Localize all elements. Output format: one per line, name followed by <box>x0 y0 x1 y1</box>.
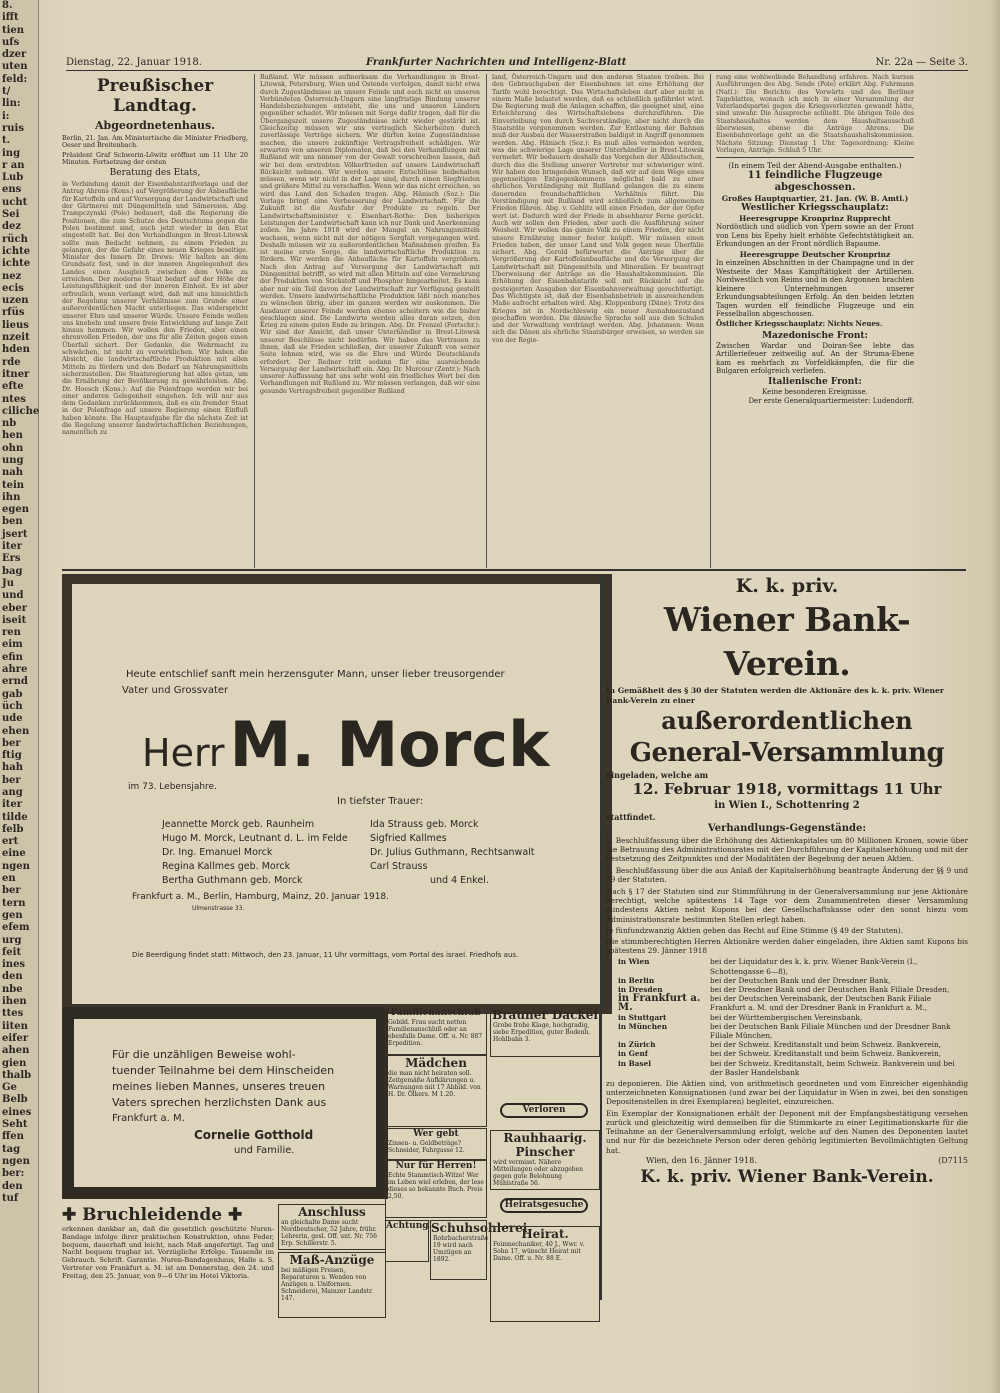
margin-fragment: bag <box>2 565 23 577</box>
telegram-headline: 11 feindliche Flugzeuge abgeschossen. <box>747 170 883 194</box>
deposit-city: in Frankfurt a. M. <box>618 993 701 1014</box>
deposit-city: in Wien <box>618 957 650 967</box>
deceased-name <box>142 708 549 781</box>
header-paper-title: Frankfurter Nachrichten und Intelligenz-Blatt <box>366 57 627 68</box>
classified-ad-text: Zinsen- u. Geldbeträge? Schneider, Fahrgasse 12. <box>388 1140 465 1154</box>
mourner-name: Hugo M. Morck, Leutnant d. L. im Felde <box>162 833 348 844</box>
margin-fragment: tern <box>2 897 26 909</box>
deposit-institution: bei der Schweiz. Kreditanstalt, beim Schweiz. Bankverein und bei der Basler Handelsbank <box>710 1058 955 1077</box>
margin-fragment: ung <box>2 454 24 466</box>
classified-ad <box>385 1128 487 1160</box>
obituary-place-date: Frankfurt a. M., Berlin, Hamburg, Mainz, 20. Januar 1918. <box>132 892 390 902</box>
obituary-line-2: Vater und Grossvater <box>122 685 229 696</box>
header-date: Dienstag, 22. Januar 1918. <box>66 57 202 68</box>
thanks-line: Vaters sprechen herzlichsten Dank aus <box>112 1096 327 1109</box>
deposit-institution: bei der Schweiz. Kreditanstalt und beim Schweiz. Bankverein, <box>710 1049 942 1059</box>
classified-ad <box>385 1160 487 1218</box>
article-title: Preußischer Landtag. <box>96 76 214 116</box>
margin-fragment: gab <box>2 688 23 700</box>
margin-fragment: ude <box>2 713 23 725</box>
meeting-takes-place: stattfindet. <box>606 812 656 822</box>
deposit-institution: bei der Liquidatur des k. k. priv. Wiener Bank-Verein (I., Schottengasse 6—8), <box>710 957 918 976</box>
margin-fragment: 8. <box>2 0 13 11</box>
margin-fragment: ngen <box>2 860 30 872</box>
meeting-date: 12. Februar 1918, vormittags 11 Uhr <box>632 780 942 798</box>
margin-fragment: tilde <box>2 811 28 823</box>
obituary-line-1: Heute entschlief sanft mein herzensguter Mann, unser lieber treusorgender <box>126 669 505 680</box>
margin-fragment: ehen <box>2 725 30 737</box>
margin-fragment: den <box>2 971 23 983</box>
article-column-1 <box>62 74 248 568</box>
margin-fragment: t. <box>2 135 11 147</box>
margin-fragment: ernd <box>2 676 28 688</box>
bank-signature: K. k. priv. Wiener Bank-Verein. <box>640 1166 934 1187</box>
article-column-4 <box>716 74 914 568</box>
classified-ad-text: Feinmechaniker, 40 J., Wwr. v. Sohn 17, wünscht Heirat mit Dame. Off. u. Nr. 88 E. <box>493 1241 585 1262</box>
margin-fragment: iiten <box>2 1020 28 1032</box>
margin-fragment: rfüs <box>2 307 25 319</box>
thanks-notice-gotthold <box>62 1007 388 1199</box>
column-rule <box>486 74 487 568</box>
margin-fragment: iseit <box>2 614 27 626</box>
deposit-institution: bei der Deutschen Vereinsbank, der Deutschen Bank Filiale Frankfurt a. M. und der Dresdner Bank in Frankfurt a. M., <box>710 994 932 1013</box>
deposit-place-row <box>606 1022 968 1040</box>
bank-name: Wiener Bank-Verein. <box>663 600 911 683</box>
classified-ad-title: Achtung! <box>386 1221 433 1231</box>
mourning-heading: In tiefster Trauer: <box>337 796 424 807</box>
article-body: land, Österreich-Ungarn und den anderen Staaten treiben. Bei den Gebrauchgaben der Eisenbahnen ist eine Erhöhung der Tarife wohl berechtigt. Das Wirtschaftsleben darf aber nicht in einem Maße belastet werden, daß es schließlich gefährdet wird. Die Regierung muß die Anlagen schaffen, die geeignet sind, eine Erleichterung des Wirtschaftslebens durchzuführen. Die Einverleibung von durch Sachverständige, aber nicht durch die Staatsräte vorgenommen werden. Zur Entlastung der Bahnen muß der Ausbau der Wasserstraßen baldigst in Angriff genommen werden. Abg. Hänisch (Soz.): Es muß alles vermieden werden, was die schwierige Lage unserer Unterhändler in Brest-Litowsk vermehrt. Wir bedauern deshalb das Vorgehen der Alldeutschen, durch das die Stellung unserer Vertreter nur schwieriger wird. Wir haben den bringenden Wunsch, daß wir auf dem Wege eines gegenseitigen Entgegenkommens möglichst bald zu einer ehrlichen Verständigung mit Rußland gelangen die zu einem dauernden freundschaftlichen Verhältnis führt. Die Verständigung mit Rußland wird schließlich zum allgemeinen Frieden führen. Abg. v. Gehlitz will einen Frieden, der der Opfer wert ist. Dadurch wird der Friede in absehbarer Ferne gerückt. Auch wir sollen den Frieden, aber auch die Ausführung seiner Weisheit. Wir wollen das ganze Volk zu einem Frieden, der nicht unsere Ernährung immer fester knüpft. Wir müssen einen Frieden haben, der unser Land und Volk gegen neue Überfälle sichert. Abg. Gerold befürwortet die Anträge über die Vergrößerung der Kartoffelanbaufläche und die Versorgung der Landwirtschaft mit Düngemitteln und Mineralien. Er beantragt Überweisung der Anträge an die Haushaltskommission. Die Erhöhung der Eisenbahntarife soll mit Rücksicht auf die gesteigerten Ausgaben der Eisenbahnverwaltung gerechtfertigt. Das Wichtigste ist, daß der Eisenbahnbetrieb in ausreichendem Maße aufrecht erhalten wird. Abg. Kloppenburg (Däne): Trotz des Krieges ist in Nordschleswig ein neuer Ausnahmezustand geschaffen worden. Die dänische Sprache soll aus den Schulen und der Verwaltung verdrängt werden. Abg. Johannsen: Wenn sich die Dänen als ehrliche Staatsbürger erweisen, so werden sie von der Regie- <box>492 74 705 344</box>
margin-fragment: feit <box>2 946 22 958</box>
red-cross-icon: ✚ <box>228 1205 243 1225</box>
margin-fragment: Lub <box>2 172 24 184</box>
margin-fragment: egen <box>2 504 29 516</box>
margin-fragment: Ge <box>2 1082 17 1094</box>
telegram-section: Italienische Front: <box>768 377 862 388</box>
thanks-line: Für die unzähligen Beweise wohl- <box>112 1048 296 1061</box>
meeting-type: außerordentlichen <box>661 706 913 735</box>
margin-fragment: i: <box>2 110 10 122</box>
margin-fragment: hden <box>2 344 30 356</box>
meeting-invited: eingeladen, welche am <box>606 770 709 780</box>
deposit-institution: bei der Deutschen Bank Filiale München und der Dresdner Bank Filiale München, <box>710 1021 951 1041</box>
margin-fragment: üch <box>2 700 23 712</box>
classified-ad-text: Echte Stammtisch-Witze! Wer im Leben wiel erleben, der lese dieses so bekannte Buch. Preis 2,50. <box>388 1172 484 1200</box>
margin-fragment: efte <box>2 381 24 393</box>
margin-fragment: rüch <box>2 233 28 245</box>
telegram-section: Mazedonische Front: <box>762 330 868 341</box>
thanks-line: tuender Teilnahme bei dem Hinscheiden <box>112 1064 335 1077</box>
margin-fragment: ines <box>2 959 26 971</box>
classified-ad-title: Brauner Dackel <box>492 1008 598 1022</box>
margin-fragment: jsert <box>2 528 28 540</box>
agenda-items <box>606 836 968 884</box>
margin-fragment: iter <box>2 799 23 811</box>
margin-fragment: den <box>2 1180 23 1192</box>
classified-ad <box>490 1195 598 1221</box>
mourner-name: Jeannette Morck geb. Raunheim <box>162 819 315 830</box>
margin-fragment: eifer <box>2 1032 29 1044</box>
deposit-place-row <box>606 1040 968 1049</box>
margin-fragment: ciliche <box>2 405 40 417</box>
margin-fragment: feld: <box>2 73 28 85</box>
meeting-paragraph: Die stimmberechtigten Herren Aktionäre werden daher eingeladen, ihre Aktien samt Kupons bis spätestens 29. Jänner 1918 <box>606 937 968 956</box>
article-body: rung eine wohlwollende Behandlung erfahren. Nach kurzen Ausführungen des Abg. Sende (Pole) erklärt Abg. Fuhrmann (Natl.): Die Berichte des Vorwärts und des Berliner Tageblattes, wonach ich mich in einer Versammlung der Vaterlandspartei gegen die Kriegsverletzten gewandt hätte, sind unwahr. Die Ausspreche schließt. Die übrigen Teile des Staatshaushaltes werden dem Haushaltsausschuß überwiesen, ebenso die Anträge Ahrens. Die Eisenbahnvorlage geht an die Staatshaushaltskommission. Nächste Sitzung: Dienstag 1 Uhr. Tagesordnung: Kleine Vorlagen, Anträge. Schluß 5 Uhr. <box>716 74 914 154</box>
agenda-heading: Verhandlungs-Gegenstände: <box>707 823 867 834</box>
meeting-paragraph: Ein Exemplar der Konsignationen erhält der Deponent mit der Empfangsbestätigung versehen zurück und gleichzeitig wird demselben für die Stimmkarte zu einer Legitimationskarte für die Teilnahme an der Generalversammlung erfolgt, welche auf den Namen des Deponenten lautet und nur für die bezeichnete Person oder deren gehörig legitimierten Bevollmächtigten Geltung hat. <box>606 1108 968 1155</box>
classified-ad <box>490 1226 600 1322</box>
meeting-paragraph: Nach § 17 der Statuten sind zur Stimmführung in der Generalversammlung nur jene Aktionäre berechtigt, welche spätestens 14 Tage vor dem Zusammentreten dieser Versammlung mindestens Aktien nebst Kupons bei der Gesellschaftskasse oder den sonst hiezu vom Administrationsrate bestimmten Stellen erlegt haben. <box>606 887 968 924</box>
dated-line <box>606 1155 968 1166</box>
classified-ad <box>490 1130 600 1190</box>
telegram-body: Zwischen Wardar und Doiran-See lebte das Artilleriefeuer zeitweilig auf. An der Struma-Ebene kam es mehrfach zu Vorfeldkämpfen, die für die Bulgaren erfolgreich verliefen. <box>716 341 914 375</box>
margin-fragment: ang <box>2 787 23 798</box>
margin-fragment: ahen <box>2 1045 30 1057</box>
margin-fragment: ichte <box>2 258 31 270</box>
deposit-place-row <box>606 957 968 975</box>
margin-fragment: eine <box>2 848 26 860</box>
margin-fragment: ucht <box>2 196 28 208</box>
article-column-3 <box>492 74 704 568</box>
section-heading: Beratung des Etats, <box>109 168 201 179</box>
article-body: in Verbindung damit der Eisenbahntarifvorlage und der Antrag Ahrens (Kons.) auf Vergrößerung der Anbaufläche für Kartoffeln und auf Versorgung der Landwirtschaft und der Gärtnerei mit Düngemitteln und Sämereien. Abg. Trampczynski (Pole) bedauert, daß die Regierung die Positionen, die zum Schutze des Deutschtums gegen die Polen bestimmt sind, auch jetzt wieder in den Etat eingestellt hat. Bei den Verhandlungen in Brest-Litowsk sollte man Bedacht nehmen, zu einem Frieden zu gelangen, der die Gefahr eines neuen Krieges beseitige. Minister des Innern Dr. Drews: Wir halten an dem Grundsatz fest, und in der inneren Angelegenheit des Landes einen Ausgleich zwischen dem Volke zu erreichen. Der moderne Staat bedarf auf der Höhe der Leistungsfähigkeit und der inneren Einheit. Es ist aber erfreulich, wenn verlangt wird, daß mit uns hinsichtlich der Regelung unserer Verhältnisse zum Grunde einer außerordentlichen Macht unterliegen. Das widerspricht unserer Ehre und unserer Würde. Unsere Feinde wollen uns knebeln und unsere freie Entwicklung auf lange Zeit hinaus hemmen. Wir wollen den Frieden, aber einen ehrenvollen Frieden, der uns für alle Zeiten gegen einen Überfall sichert. Der Gedanke, die Wehrmacht zu schwächen, ist nicht zu verwirklichen. Wir haben die Absicht, die landwirtschaftliche Produktion mit allen Mitteln zu fördern und den Bedarf an Nahrungsmitteln sicherzustellen. Die Staatsregierung hat alles getan, um die Ernährung der Bevölkerung zu gewährleisten. Abg. Dr. Hoesch (Kons.): Auf die Polenfrage werden wir bei einer anderen Gelegenheit eingehen. Ich will nur aus dem Gedanken zurückkommen, daß es ein fremder Staat in der Polenfrage auf unsere Regierung einen Einfluß haben könnte. Die Hauptaufgabe für die nächste Zeit ist die Regelung unserer landwirtschaftlichen Beziehungen, namentlich zu <box>62 181 248 437</box>
deposit-institution: bei der Dresdner Bank und der Deutschen Bank Filiale Dresden, <box>710 985 950 995</box>
classified-ad-text: bei mäßigen Preisen, Reparaturen u. Wenden von Anzügen u. Uniformen. Schneiderei, Mainzer Landstr. 147. <box>281 1267 374 1302</box>
column-rule <box>600 574 602 1300</box>
mourners-right <box>370 818 535 888</box>
classified-ad-text: Rohrbacherstraße 19 wird nach Umzügen an 1892. <box>433 1235 489 1263</box>
margin-fragment: ihen <box>2 996 27 1008</box>
margin-fragment: ruis <box>2 122 24 134</box>
page-header <box>66 56 968 71</box>
deposit-places <box>606 957 968 1077</box>
classified-ad <box>430 1220 528 1280</box>
ad-body: erkennen dankbar an, daß die gesetzlich geschützte Nuren-Bandage infolge ihrer praktischen Konstruktion, ohne Feder, bequem, dauerhaft und leicht, nach Maß angefertigt. Tag und Nacht bequem tragbar ist. Vorzügliche Erfolge. Tausende im Gebrauch. Schrift. Garantie. Nuren-Bandagenhaus, Halle a. S. Vertreter von Frankfurt a. M. ist am Donnerstag, den 24. und Freitag, den 25. Januar, von 9—6 Uhr im Hotel Viktoria. <box>62 1225 274 1280</box>
margin-fragment: thalb <box>2 1069 32 1081</box>
margin-fragment: nbe <box>2 983 23 995</box>
deposit-city: in Dresden <box>618 985 663 995</box>
margin-fragment: ohn <box>2 442 24 454</box>
margin-fragment: uzen <box>2 295 29 307</box>
margin-fragment: ert <box>2 836 19 848</box>
meeting-paragraph: Je fünfundzwanzig Aktien geben das Recht auf Eine Stimme (§ 49 der Statuten). <box>606 925 904 935</box>
deposit-city: in Basel <box>618 1058 652 1068</box>
margin-fragment: gien <box>2 1057 27 1069</box>
article-subtitle: Abgeordnetenhaus. <box>95 119 215 132</box>
deceased-title: Herr <box>142 731 225 775</box>
agenda-item: 2. Beschlußfassung über die aus Anlaß der Kapitalserhöhung beantragte Änderung der §§ 9 und 59 der Statuten. <box>606 865 968 884</box>
margin-fragment: en <box>2 873 16 885</box>
section-divider <box>62 569 966 571</box>
deposit-institution: bei der Schweiz. Kreditanstalt und beim Schweiz. Bankverein, <box>710 1040 942 1050</box>
margin-fragment: ttes <box>2 1008 24 1020</box>
meeting-place: in Wien I., Schottenring 2 <box>714 800 860 811</box>
margin-fragment: ren <box>2 627 21 639</box>
telegram-body: Nordöstlich und südlich von Ypern sowie an der Front von Lens bis Epehy hielt erhöhte Gefechtstätigkeit an. Erkundungen an der Front nördlich Bapaume. <box>716 223 914 249</box>
thanks-signatory: Cornelie Gotthold <box>194 1128 314 1142</box>
deposit-city: in Stuttgart <box>618 1012 667 1022</box>
article-intro: Berlin, 21. Jan. Am Ministertische die Minister Friedberg, Oeser und Breitenbach. <box>62 135 248 150</box>
ad-wiener-bank-verein <box>606 574 968 1304</box>
margin-fragment: ber <box>2 774 21 786</box>
meeting-intro: In Gemäßheit des § 30 der Statuten werden die Aktionäre des k. k. priv. Wiener Bank-Verein zu einer <box>606 686 944 705</box>
margin-fragment: gen <box>2 909 23 921</box>
ad-title: ✚ Bruchleidende ✚ <box>62 1205 243 1225</box>
mourner-name: Ida Strauss geb. Morck <box>370 819 479 830</box>
telegram-subsection: Heeresgruppe Deutscher Kronprinz <box>739 250 891 260</box>
deposit-city: in Zürich <box>618 1040 656 1050</box>
margin-fragment: Seht <box>2 1119 28 1131</box>
mourner-name: Dr. Julius Guthmann, Rechtsanwalt <box>370 847 535 858</box>
classified-ad-title: Anschluss <box>298 1205 366 1219</box>
telegram-body: Keine besonderen Ereignisse. <box>762 388 868 397</box>
classified-ad-text: Gebild. Frau sucht netten Familienanschluß oder an ebenfalls Dame. Off. u. Nr. 887 Erpedition. <box>388 1019 483 1047</box>
margin-fragment: ber: <box>2 1168 25 1180</box>
margin-fragment: ufs <box>2 36 20 48</box>
obituary-address: Ulmenstrasse 33. <box>192 905 245 912</box>
mourner-name: Sigfried Kallmes <box>370 833 447 844</box>
classified-ad-title: Schuhsohlerei <box>431 1221 528 1235</box>
classified-ad-title: Verloren <box>500 1103 588 1118</box>
funeral-notice: Die Beerdigung findet statt: Mittwoch, den 23. Januar, 11 Uhr vormittags, vom Portal des israel. Friedhofs aus. <box>132 951 519 959</box>
margin-fragment: ftig <box>2 750 22 762</box>
classified-ad <box>490 1100 598 1128</box>
dated-text: Wien, den 16. Jänner 1918. <box>646 1155 757 1165</box>
mourners-left <box>162 818 348 888</box>
telegram-section: Westlicher Kriegsschauplatz: <box>741 203 889 214</box>
classified-ad-text: wird vermisst. Nähere Mitteilungen oder abzugeben gegen gute Belohnung Mühlstraße 56. <box>493 1159 584 1187</box>
margin-fragment: rde <box>2 356 21 368</box>
deposit-place-row <box>606 1049 968 1058</box>
margin-fragment: iter <box>2 541 23 553</box>
telegram-subsection: Heeresgruppe Kronprinz Rupprecht <box>739 214 891 224</box>
margin-fragment: hah <box>2 762 24 774</box>
deposit-institution: bei der Deutschen Bank und der Dresdner Bank, <box>710 975 891 985</box>
classified-ad-text: die man nicht heiraten soll. Zeitgemäße Aufklärungen u. Warnungen mit 17 Abbild. von H. Dr. Ölkers. M 1.20. <box>388 1070 481 1098</box>
margin-fragment: Ju <box>2 577 15 589</box>
classified-ad-title: Rauhhaarig. Pinscher <box>503 1131 587 1159</box>
margin-fragment: Ers <box>2 553 21 565</box>
ad-code: (D7115 <box>938 1155 968 1165</box>
margin-fragment: dez <box>2 221 22 233</box>
margin-fragment: lin: <box>2 98 21 110</box>
telegram-intro: (In einem Teil der Abend-Ausgabe enthalten.) <box>728 161 902 171</box>
deposit-place-row <box>606 976 968 985</box>
classified-ad-title: Maß-Anzüge <box>289 1253 375 1267</box>
margin-fragment: ichte <box>2 245 31 257</box>
margin-fragment: Sei <box>2 209 20 221</box>
classified-ad-title: Heirat. <box>521 1227 569 1241</box>
margin-fragment: Belb <box>2 1094 28 1106</box>
margin-fragment: lieus <box>2 319 29 331</box>
margin-fragment: ngen <box>2 1155 30 1167</box>
article-intro-2: Präsident Graf Schwerin-Löwitz eröffnet um 11 Uhr 20 Minuten. Fortsetzung der ersten <box>62 151 248 166</box>
red-cross-icon: ✚ <box>62 1205 77 1225</box>
margin-fragment: ens <box>2 184 22 196</box>
margin-fragment: nb <box>2 418 17 430</box>
margin-fragment: und <box>2 590 24 602</box>
deposit-institution: bei der Württembergischen Vereinsbank, <box>710 1012 863 1022</box>
meeting-title: General-Versammlung <box>629 738 945 768</box>
margin-fragment: eber <box>2 602 27 614</box>
obituary-morck <box>62 574 612 1014</box>
margin-fragment: tien <box>2 24 25 36</box>
ad-bruchleidende <box>62 1204 274 1320</box>
mourner-name: Bertha Guthmann geb. Morck <box>162 875 303 886</box>
classified-ad <box>385 1055 487 1127</box>
classified-ad-title: Heiratsgesuche <box>500 1198 588 1213</box>
margin-fragment: tuf <box>2 1192 19 1204</box>
agenda-item: 1. Beschlußfassung über die Erhöhung des Aktienkapitales um 80 Millionen Kronen, sowie über die Betrauung des Administrationsrates mit der Durchführung der Kapitalserhöhung und mit der Festsetzung des Zeitpunktes und der Modalitäten der Begebung der neuen Aktien. <box>606 836 968 864</box>
classified-ad-title: Mädchen <box>405 1056 467 1070</box>
thanks-place: Frankfurt a. M. <box>112 1113 185 1124</box>
margin-fragment: t/ <box>2 86 11 98</box>
margin-fragment: eim <box>2 639 23 651</box>
margin-fragment: ber <box>2 737 21 749</box>
classified-ad-text: Grobe frohe Klage, hochgradig, siebe Erpedition, guter Bodenh. Hohlbahn 3. <box>493 1022 591 1043</box>
mourner-name: Carl Strauss <box>370 861 428 872</box>
deposit-city: in Berlin <box>618 975 655 985</box>
article-column-2 <box>260 74 480 568</box>
classified-ad <box>278 1252 386 1318</box>
margin-fragment: itner <box>2 368 30 380</box>
classified-ad <box>278 1204 386 1250</box>
margin-fragment: nez <box>2 270 22 282</box>
classified-ad-title: Wer gebt <box>413 1129 459 1139</box>
margin-fragment: ffen <box>2 1131 24 1143</box>
mourner-name: Regina Kallmes geb. Morck <box>162 861 291 872</box>
margin-fragment: hen <box>2 430 23 442</box>
margin-fragment: efem <box>2 922 30 934</box>
margin-fragment: tein <box>2 479 25 491</box>
header-page-number: Nr. 22a — Seite 3. <box>875 57 968 68</box>
mourner-name: und 4 Enkel. <box>430 875 489 886</box>
deceased-surname: M. Morck <box>229 708 550 781</box>
article-body: Rußland. Wir müssen aufmerksam die Verhandlungen in Brest-Litowsk, Petersburg, Wien und Ostende verfolgen, damit nicht etwa durch Zugeständnisse an unsere Feinde und auch nicht an unseren Verbündeten Österreich-Ungarn eine langfristige Bindung unserer Handelsbeziehungen entsteht, die uns und unseren Ländern gegenüber schadet. Wir müssen mit Sorge dafür tragen, daß für die Übergangszeit unsere Zugeständnisse nicht wieder gestärkt ist. Gleichzeitig müssen wir uns vertraglich Sicherheiten durch zuverlässige Verträge sichern. Wir dürfen keine Zugeständnisse machen, die unsere zukünftige Vertragsfreiheit schädigen. Wir erwarten von unseren Diplomaten, daß bei den Verhandlungen mit Rußland wir uns nimmer von der Gewalt vorschreiben lassen, daß wir bei dem erstrebten Völkerfrieden auf unsere Landwirtschaft Rücksicht nehmen. Wir werden unsere Entschlüsse beibehalten müssen, wenn wir nicht in der Lage sind, durch einen Siegfrieden und größere Mittel zu verschaffen. Wenn wir das nicht erreichen, so wird das Land den Schaden tragen. Abg. Hänisch (Soz.): Die Vorlage bringt eine Verbesserung der Landwirtschaft. Für die Zukunft ist die Ausfuhr der Produkte zu regeln. Der Landwirtschaftsminister v. Eisenhart-Rothe: Den bisherigen Leistungen der Landwirtschaft kann ich nur Dank und Anerkennung zollen. Im Jahre 1918 wird der Mangel an Nahrungsmitteln wachsen, wenn nicht mit der nötigen Sorgfalt vorgegangen wird. Deshalb müssen wir zu außerordentlichen Maßnahmen greifen. Es ist meine erste Sorge, die landwirtschaftliche Produktion zu fördern. Wir werden die Anbaufläche für Kartoffeln vergrößern. Nach den Antrag auf Versorgung der Landwirtschaft mit Düngemittel betrifft, so wird mit allen Mitteln auf eine Vermehrung der Produktion von Stickstoff und Phosphor hingearbeitet. Es kann aber nur ein Teil davon der Landwirtschaft zur Verfügung gestellt werden. Unsere landwirtschaftliche Produktion läßt noch manches zu wünschen übrig, aber im ganzen werden wir auskommen. Die Ausdauer unserer Feinde werden ebenso scheitern wie die bisher geschlagen sind. Die Landwirte werden alles daran setzen, den Krieg zu einem guten Ende zu bringen. Abg. Dr. Frenzel (Fortschr.): Wir sind der Ansicht, daß unser Unterhändler in Brest-Litowsk unserer Beschlüsse nicht bedürfen. Wir haben das Vertrauen zu ihnen, daß sie Frieden schließen, der unserer Zukunft von seiner Seite lohnen wird, wie es die Ehre und Würde Deutschlands erfordert. Der Redner tritt sodann für eine ausreichende Versorgung der Landwirtschaft ein. Abg. Dr. Marcour (Zentr.): Nach unserer Auffassung hat uns sehr wohl ein friedliches Wort bei den Verhandlungen mit Rußland zu. Wir müssen verlangen, daß wir eine gesunde Vertragsfreiheit gegenüber Rußland <box>260 74 480 395</box>
telegram-signature: Der erste Generalquartiermeister: Ludendorff. <box>748 396 914 405</box>
margin-fragment: nah <box>2 467 24 479</box>
column-rule <box>710 74 711 568</box>
deposit-city: in Genf <box>618 1049 648 1059</box>
classified-ad <box>490 1007 600 1057</box>
left-margin-strip <box>0 0 39 1393</box>
margin-fragment: tag <box>2 1143 21 1155</box>
margin-fragment: ben <box>2 516 23 528</box>
margin-fragment: ber <box>2 885 21 897</box>
thanks-family: und Familie. <box>234 1145 295 1156</box>
margin-fragment: ahre <box>2 664 28 676</box>
margin-fragment: r an <box>2 159 25 171</box>
margin-fragment: felb <box>2 823 24 835</box>
classified-ad-title: Nur für Herren! <box>395 1161 477 1171</box>
margin-fragment: ntes <box>2 393 26 405</box>
margin-fragment: ecis <box>2 282 24 294</box>
margin-fragment: efin <box>2 651 23 663</box>
deposit-place-row <box>606 1013 968 1022</box>
margin-fragment: ihn <box>2 491 21 503</box>
thanks-line: meines lieben Mannes, unseres treuen <box>112 1080 326 1093</box>
margin-fragment: uten <box>2 61 28 73</box>
margin-fragment: ifft <box>2 12 19 24</box>
telegram-dateline: Großes Hauptquartier, 21. Jan. (W. B. Amtl.) <box>721 194 909 204</box>
classified-ad-title: Familienanschluß <box>390 1008 482 1018</box>
margin-fragment: dzer <box>2 49 27 61</box>
margin-fragment: urg <box>2 934 22 946</box>
mourner-name: Dr. Ing. Emanuel Morck <box>162 847 273 858</box>
deposit-place-row <box>606 994 968 1012</box>
deposit-place-row <box>606 1059 968 1077</box>
margin-fragment: eines <box>2 1106 32 1118</box>
classified-ad <box>385 1220 433 1262</box>
deceased-age: im 73. Lebensjahre. <box>128 782 217 792</box>
classified-ad <box>385 1007 487 1055</box>
classified-ad-text: an gleichalte Dame sucht Nordbeutscher, 52 Jahre, frühr. Lehrerin, gesl. Off. unt. Nr. 756 Erp. Schillerstr. 5. <box>281 1219 377 1247</box>
bank-prefix: K. k. priv. <box>735 575 839 597</box>
deposit-city: in München <box>618 1021 668 1031</box>
margin-fragment: ing <box>2 147 21 159</box>
telegram-body: In einzelnen Abschnitten in der Champagne und in der Westseite der Maas Kampftätigkeit der Artillerien. Nordwestlich von Reims und in den Argonnen brachten kleinere Unternehmungen unserer Erkundungsabteilungen Erfolg. An den beiden letzten Tagen wurden elf feindliche Flugzeuge und ein Fesselballon abgeschossen. <box>716 259 914 318</box>
telegram-east: Östlicher Kriegsschauplatz: Nichts Neues. <box>716 319 883 329</box>
margin-fragment: nzeit <box>2 332 30 344</box>
meeting-paragraph: zu deponieren. Die Aktien sind, von arithmetisch geordneten und vom Einreicher eigenhändig unterzeichneten Konsignationen (und zwar bei der Liquidatur in Wien in zwei, bei den sonstigen Depositenstellen in drei Exemplaren) begleitet, einzureichen. <box>606 1079 968 1107</box>
column-rule <box>254 74 255 568</box>
